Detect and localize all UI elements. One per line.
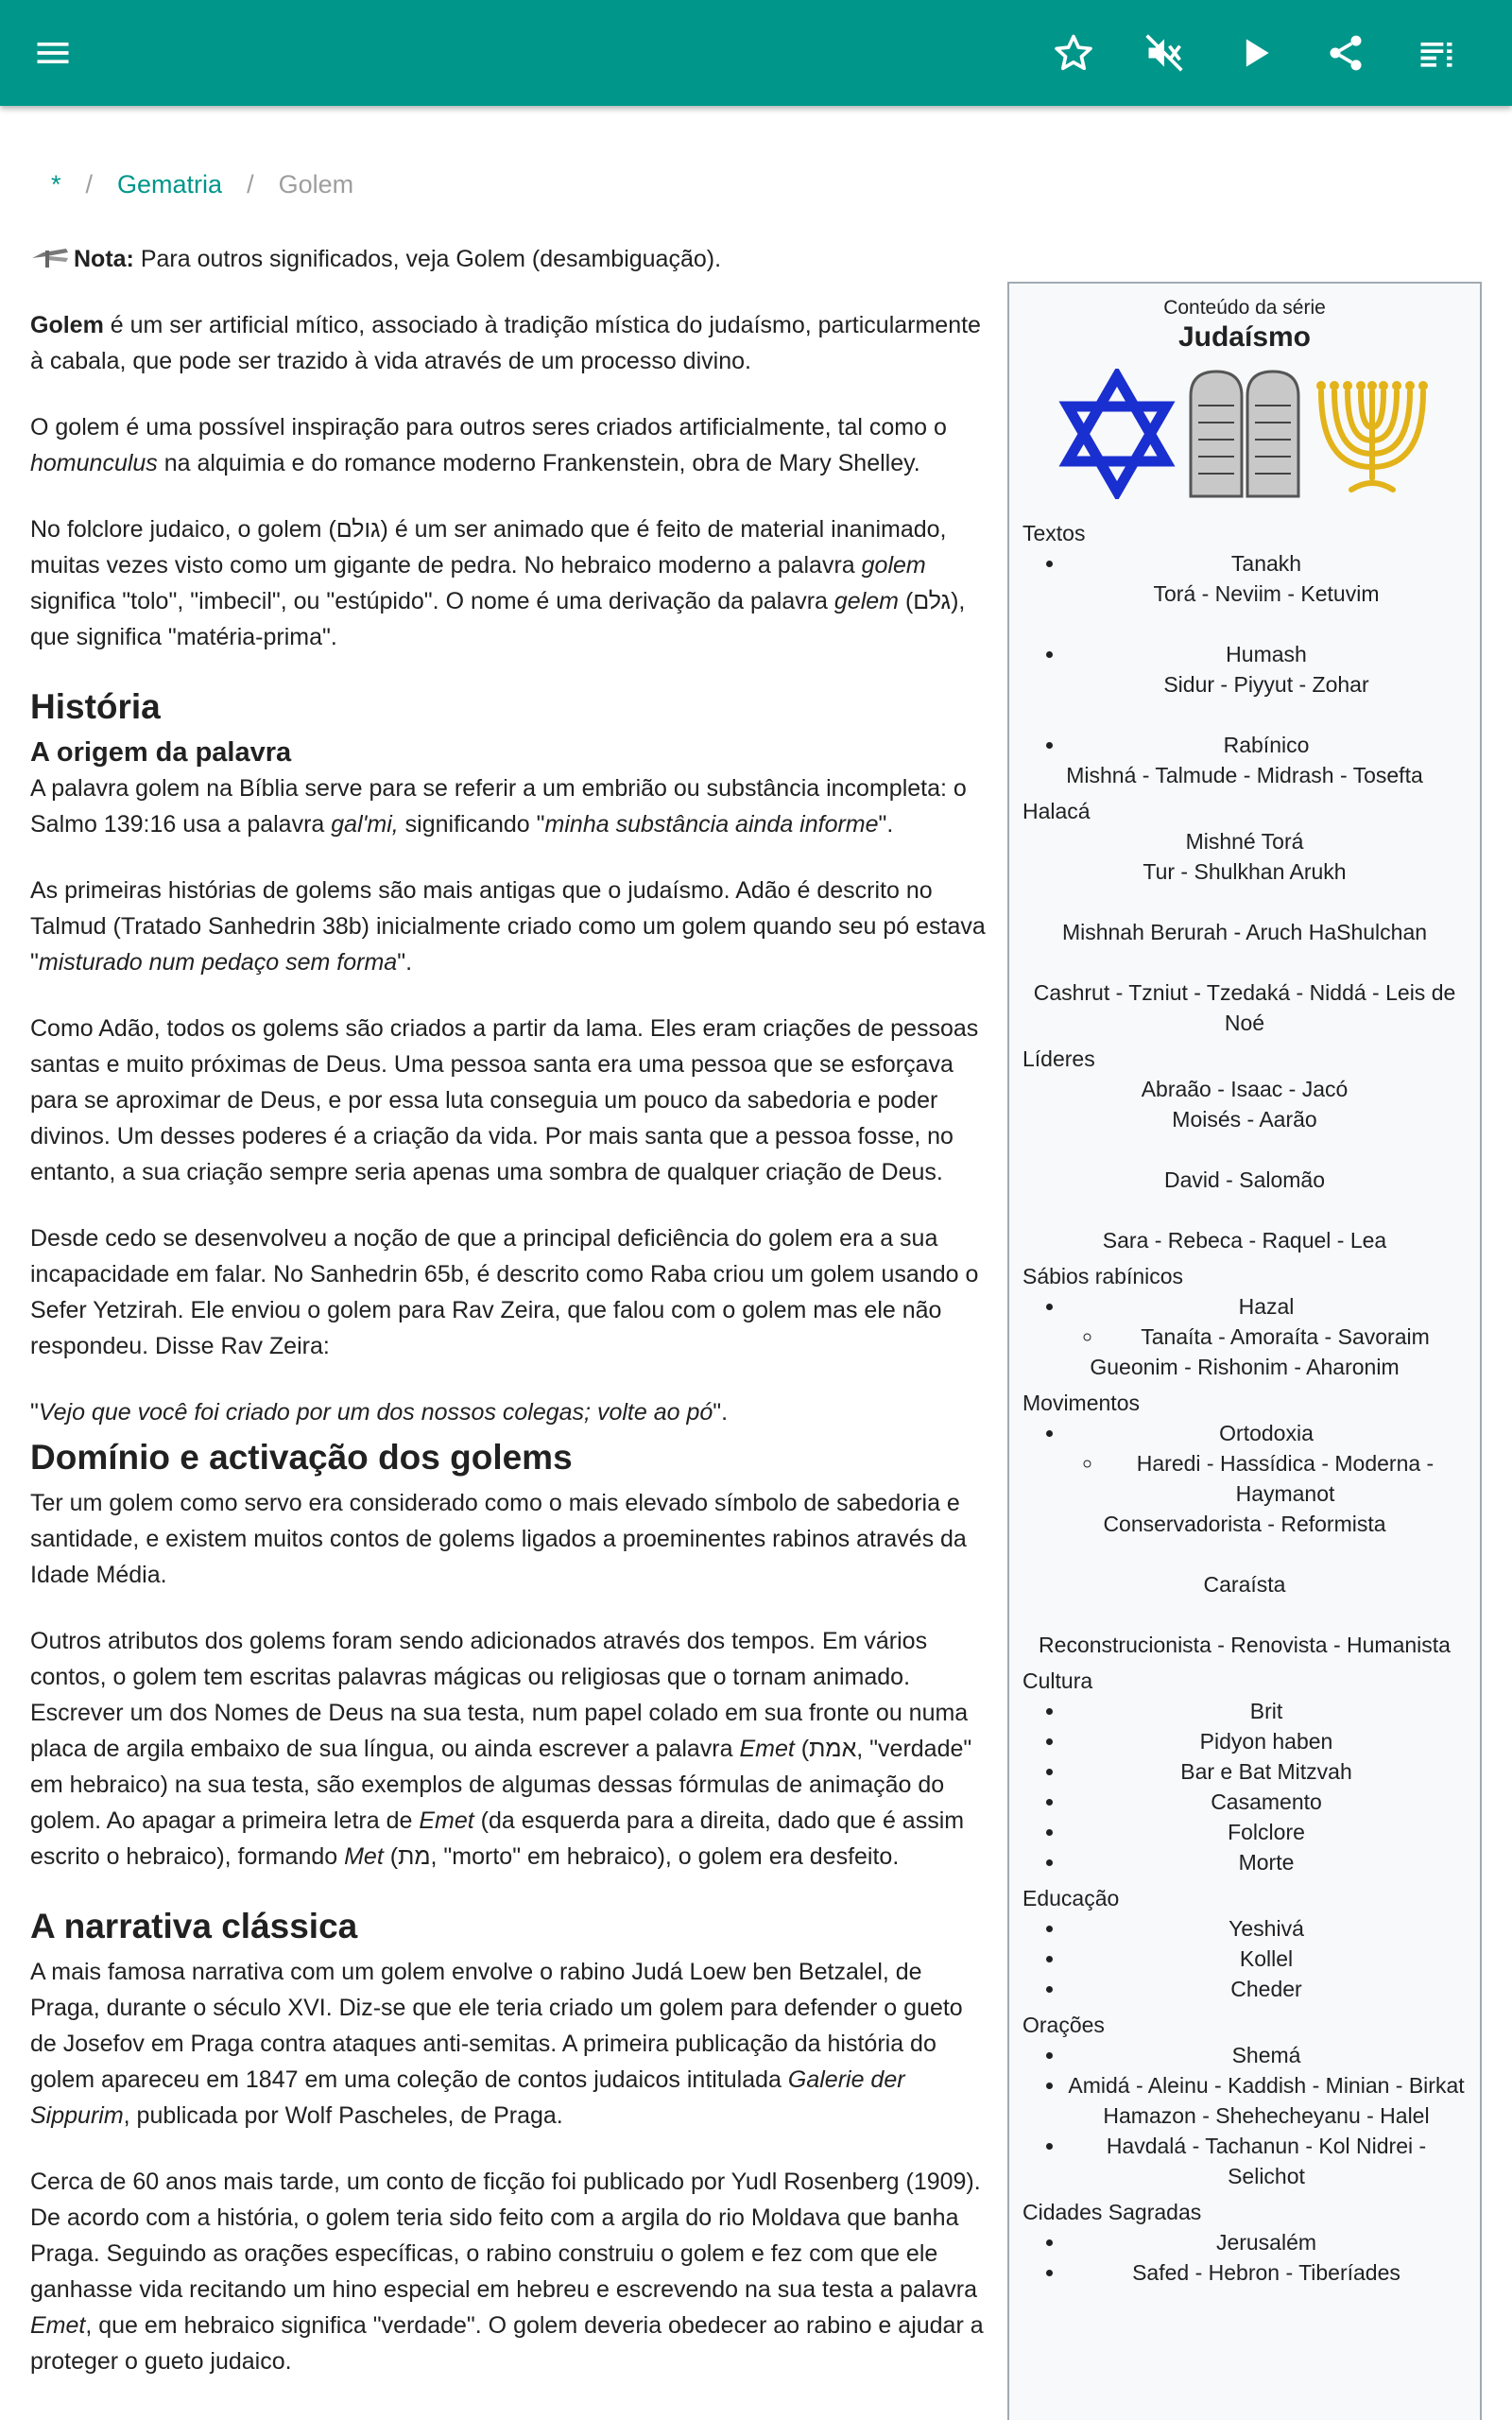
list-item[interactable]: • Bar e Bat Mitzvah — [1066, 1756, 1467, 1787]
section-label-oracoes: Orações — [1022, 2013, 1105, 2037]
text: No folclore judaico, o golem (גולם) é um ser animado que é feito de material inanimado, muitas vezes visto como um gigante de pedra. No hebraico moderno a palavra — [30, 516, 947, 579]
text: " — [30, 1399, 39, 1426]
list-item[interactable]: • Safed - Hebron - Tiberíades — [1066, 2257, 1467, 2288]
list — [1022, 1913, 1467, 2004]
paragraph — [30, 409, 989, 481]
list-item[interactable]: • Morte — [1066, 1847, 1467, 1877]
list-item[interactable]: • Cheder — [1066, 1974, 1467, 2004]
link[interactable]: Conservadorista - Reformista — [1103, 1512, 1386, 1536]
series-sidebar — [1007, 282, 1482, 2420]
list-item[interactable]: • Pidyon haben — [1066, 1726, 1467, 1756]
list — [1022, 548, 1467, 609]
list — [1022, 2227, 1467, 2288]
link[interactable]: Rabínico — [1223, 733, 1310, 757]
list-item — [1066, 639, 1467, 700]
tablets-text: אנכי ה׳ לא יהיה לא תשא זכור את כבד את לא תרצח לא תנאף לא תגנב לא תענה לא תחמד — [1187, 368, 1223, 369]
paragraph: Como Adão, todos os golems são criados a partir da lama. Eles eram criações de pessoas santas e muito próximas de Deus. Uma pessoa santa era uma pessoa que se esforçava para se aproximar de Deus, e por essa luta conseguia um pouco da sabedoria e poder divinos. Um desses poderes é a criação da vida. Por mais santa que a pessoa fosse, no entanto, a sua criação sempre seria apenas uma sombra de qualquer criação de Deus. — [30, 1015, 979, 1185]
paragraph — [30, 511, 989, 655]
series-title[interactable]: Judaísmo — [1177, 321, 1312, 353]
italic-term: Met — [344, 1843, 384, 1870]
paragraph — [30, 2164, 989, 2379]
link[interactable]: Abraão - Isaac - Jacó — [1141, 1077, 1349, 1101]
paragraph: Desde cedo se desenvolveu a noção de que a principal deficiência do golem era a sua incapacidade em falar. No Sanhedrin 65b, é descrito como Raba criou um golem usando o Sefer Yetzirah. Ele enviou o golem para Rav Zeira, que falou com o golem mas ele não respondeu. Disse Rav Zeira: — [30, 1225, 979, 1359]
link[interactable]: Haredi - Hassídica - Moderna - Haymanot — [1136, 1451, 1435, 1506]
link[interactable]: Sara - Rebeca - Raquel - Lea — [1102, 1228, 1387, 1253]
play-icon[interactable] — [1228, 26, 1281, 79]
quote-text: Vejo que você foi criado por um dos nossos colegas; volte ao pó — [38, 1399, 713, 1426]
intro-term: Golem — [30, 312, 104, 338]
list-item — [1066, 1418, 1467, 1509]
list-item[interactable]: • Yeshivá — [1066, 1913, 1467, 1944]
judaism-symbols — [1022, 363, 1467, 505]
mute-icon[interactable] — [1138, 26, 1191, 79]
link[interactable]: Tur - Shulkhan Arukh — [1143, 859, 1347, 884]
intro-paragraph — [30, 307, 989, 379]
italic-term: minha substância ainda informe — [544, 811, 879, 838]
section-label-sabios: Sábios rabínicos — [1022, 1264, 1184, 1288]
link[interactable]: Caraísta — [1203, 1572, 1286, 1597]
italic-term: Emet — [739, 1736, 795, 1762]
menorah-icon — [1314, 372, 1431, 495]
italic-term: gal'mi, — [331, 811, 399, 838]
series-label: Conteúdo da série — [1163, 297, 1326, 319]
playlist-icon[interactable] — [1410, 26, 1463, 79]
list — [1022, 1696, 1467, 1877]
app-bar — [0, 0, 1512, 106]
list-item — [1066, 1291, 1467, 1352]
list-item — [1104, 1448, 1467, 1509]
list-item — [1066, 548, 1467, 609]
share-icon[interactable] — [1319, 26, 1372, 79]
text: As primeiras histórias de golems são mais antigas que o judaísmo. Adão é descrito no Talmud (Tratado Sanhedrin 38b) inicialmente criado como um golem quando seu pó estava " — [30, 877, 986, 976]
paragraph — [30, 1954, 989, 2134]
list-item[interactable]: • Kollel — [1066, 1944, 1467, 1974]
breadcrumb-current: Golem — [278, 170, 354, 199]
link[interactable]: Mishná - Talmude - Midrash - Tosefta — [1066, 763, 1423, 787]
quote — [30, 1394, 989, 1430]
section-label-cultura: Cultura — [1022, 1668, 1093, 1693]
link[interactable]: Ortodoxia — [1219, 1421, 1314, 1445]
paragraph — [30, 770, 989, 842]
text: , que em hebraico significa "verdade". O golem deveria obedecer ao rabino e ajudar a proteger o gueto judaico. — [30, 2312, 984, 2375]
intro-text: é um ser artificial mítico, associado à tradição mística do judaísmo, particularmente à cabala, que pode ser trazido à vida através de um processo divino. — [30, 312, 981, 374]
italic-term: misturado num pedaço sem forma — [38, 949, 398, 976]
link[interactable]: Hazal — [1238, 1294, 1295, 1319]
text: significando " — [398, 811, 545, 838]
list-item[interactable]: • Jerusalém — [1066, 2227, 1467, 2257]
link[interactable]: Sidur - Piyyut - Zohar — [1163, 672, 1369, 697]
sublist — [1066, 1322, 1467, 1352]
list-item[interactable]: • Folclore — [1066, 1817, 1467, 1847]
list — [1022, 730, 1467, 760]
section-heading-dominio: Domínio e activação dos golems — [30, 1438, 573, 1477]
text: Cerca de 60 anos mais tarde, um conto de ficção foi publicado por Yudl Rosenberg (1909). De acordo com a história, o golem teria sido feito com a argila do rio Moldava que banha Praga. Seguindo as orações específicas, o rabino construiu o golem e fez com que ele ganhasse vida recitando um hino especial em hebreu e escrevendo na sua testa a palavra — [30, 2169, 981, 2303]
link[interactable]: David - Salomão — [1163, 1167, 1326, 1192]
list-item[interactable]: • Brit — [1066, 1696, 1467, 1726]
text: Outros atributos dos golems foram sendo adicionados através dos tempos. Em vários contos, o golem tem escritas palavras mágicas ou religiosas que o tornam animado. Escrever um dos Nomes de Deus na sua testa, num papel colado em sua fronte ou numa placa de argila embaixo de sua língua, ou ainda escrever a palavra — [30, 1628, 969, 1762]
breadcrumb-home[interactable]: * — [51, 170, 61, 199]
signpost-icon — [30, 245, 70, 269]
italic-term: Emet — [419, 1807, 474, 1834]
list-item — [1066, 730, 1467, 760]
list-item[interactable]: • Casamento — [1066, 1787, 1467, 1817]
star-of-david-icon — [1058, 369, 1176, 499]
paragraph — [30, 1623, 989, 1875]
breadcrumb-parent[interactable]: Gematria — [117, 170, 223, 199]
breadcrumb — [51, 170, 353, 199]
section-heading-historia: História — [30, 687, 161, 726]
link[interactable]: Tanakh — [1230, 551, 1302, 576]
list — [1022, 1418, 1467, 1509]
link[interactable]: Humash — [1226, 642, 1307, 666]
link[interactable]: Mishnah Berurah - Aruch HaShulchan — [1061, 920, 1428, 944]
section-label-lideres: Líderes — [1022, 1046, 1095, 1071]
italic-term: golem — [861, 552, 926, 579]
italic-term: Galerie der Sippurim — [30, 2066, 905, 2129]
list-item[interactable]: • Shemá — [1066, 2040, 1467, 2070]
section-label-educacao: Educação — [1022, 1886, 1120, 1910]
link[interactable]: Gueonim - Rishonim - Aharonim — [1090, 1355, 1400, 1379]
italic-term: homunculus — [30, 450, 158, 476]
text: , publicada por Wolf Pascheles, de Praga. — [123, 2102, 563, 2129]
text: A palavra golem na Bíblia serve para se referir a um embrião ou substância incompleta: o Salmo 139:16 usa a palavra — [30, 775, 967, 838]
section-label-textos: Textos — [1022, 521, 1086, 545]
subsection-heading-origem: A origem da palavra — [30, 737, 292, 768]
text: na alquimia e do romance moderno Frankenstein, obra de Mary Shelley. — [157, 450, 920, 476]
ten-commandments-tablets-icon — [1187, 368, 1302, 500]
italic-term: gelem — [833, 588, 899, 614]
list — [1022, 2040, 1467, 2191]
text: (גלם), que significa "matéria-prima". — [30, 588, 966, 650]
breadcrumb-separator: / — [247, 170, 254, 199]
text: ". — [713, 1399, 729, 1426]
list-item[interactable]: • Havdalá - Tachanun - Kol Nidrei - Selichot — [1066, 2131, 1467, 2191]
link[interactable]: Torá - Neviim - Ketuvim — [1153, 581, 1380, 606]
text: ". — [397, 949, 413, 976]
sublist — [1066, 1448, 1467, 1509]
section-label-cidades: Cidades Sagradas — [1022, 2200, 1202, 2224]
link[interactable]: Mishné Torá — [1185, 829, 1304, 854]
section-heading-narrativa: A narrativa clássica — [30, 1907, 358, 1945]
text: significa "tolo", "imbecil", ou "estúpido". O nome é uma derivação da palavra — [30, 588, 834, 614]
note-text[interactable]: Para outros significados, veja Golem (desambiguação). — [133, 246, 722, 272]
link[interactable]: Reconstrucionista - Renovista - Humanista — [1039, 1633, 1451, 1657]
section-label-movimentos: Movimentos — [1022, 1391, 1140, 1415]
disambiguation-note — [30, 241, 989, 277]
list — [1022, 1291, 1467, 1352]
text: (da esquerda para a direita, dado que é assim escrito o hebraico), formando — [30, 1807, 965, 1870]
list — [1022, 639, 1467, 700]
breadcrumb-separator: / — [85, 170, 94, 199]
text: O golem é uma possível inspiração para outros seres criados artificialmente, tal como o — [30, 414, 947, 441]
link[interactable]: Moisés - Aarão — [1172, 1107, 1317, 1132]
section-label-halaca: Halacá — [1022, 799, 1091, 823]
article-body — [30, 241, 989, 2410]
link[interactable]: Cashrut - Tzniut - Tzedaká - Niddá - Leis de Noé — [1033, 980, 1456, 1035]
text: (אמת, "verdade" em hebraico) na sua testa, são exemplos de algumas dessas fórmulas de animação do golem. Ao apagar a primeira letra de — [30, 1736, 972, 1834]
italic-term: Emet — [30, 2312, 86, 2339]
menu-icon[interactable] — [26, 26, 79, 79]
paragraph — [30, 873, 989, 980]
text: (מת, "morto" em hebraico), o golem era desfeito. — [383, 1843, 900, 1870]
list-item — [1104, 1322, 1467, 1352]
note-label: Nota: — [74, 246, 134, 272]
paragraph: Ter um golem como servo era considerado como o mais elevado símbolo de sabedoria e santidade, e existem muitos contos de golems ligados a proeminentes rabinos através da Idade Média. — [30, 1490, 967, 1588]
link[interactable]: Tanaíta - Amoraíta - Savoraim — [1141, 1324, 1430, 1349]
star-icon[interactable] — [1047, 26, 1100, 79]
text: A mais famosa narrativa com um golem envolve o rabino Judá Loew ben Betzalel, de Praga, durante o século XVI. Diz-se que ele teria criado um golem para defender o gueto de Josefov em Praga contra ataques anti-semitas. A primeira publicação da história do golem apareceu em 1847 em uma coleção de contos judaicos intitulada — [30, 1959, 963, 2093]
list-item[interactable]: • Amidá - Aleinu - Kaddish - Minian - Birkat Hamazon - Shehecheyanu - Halel — [1066, 2070, 1467, 2131]
text: ". — [878, 811, 894, 838]
